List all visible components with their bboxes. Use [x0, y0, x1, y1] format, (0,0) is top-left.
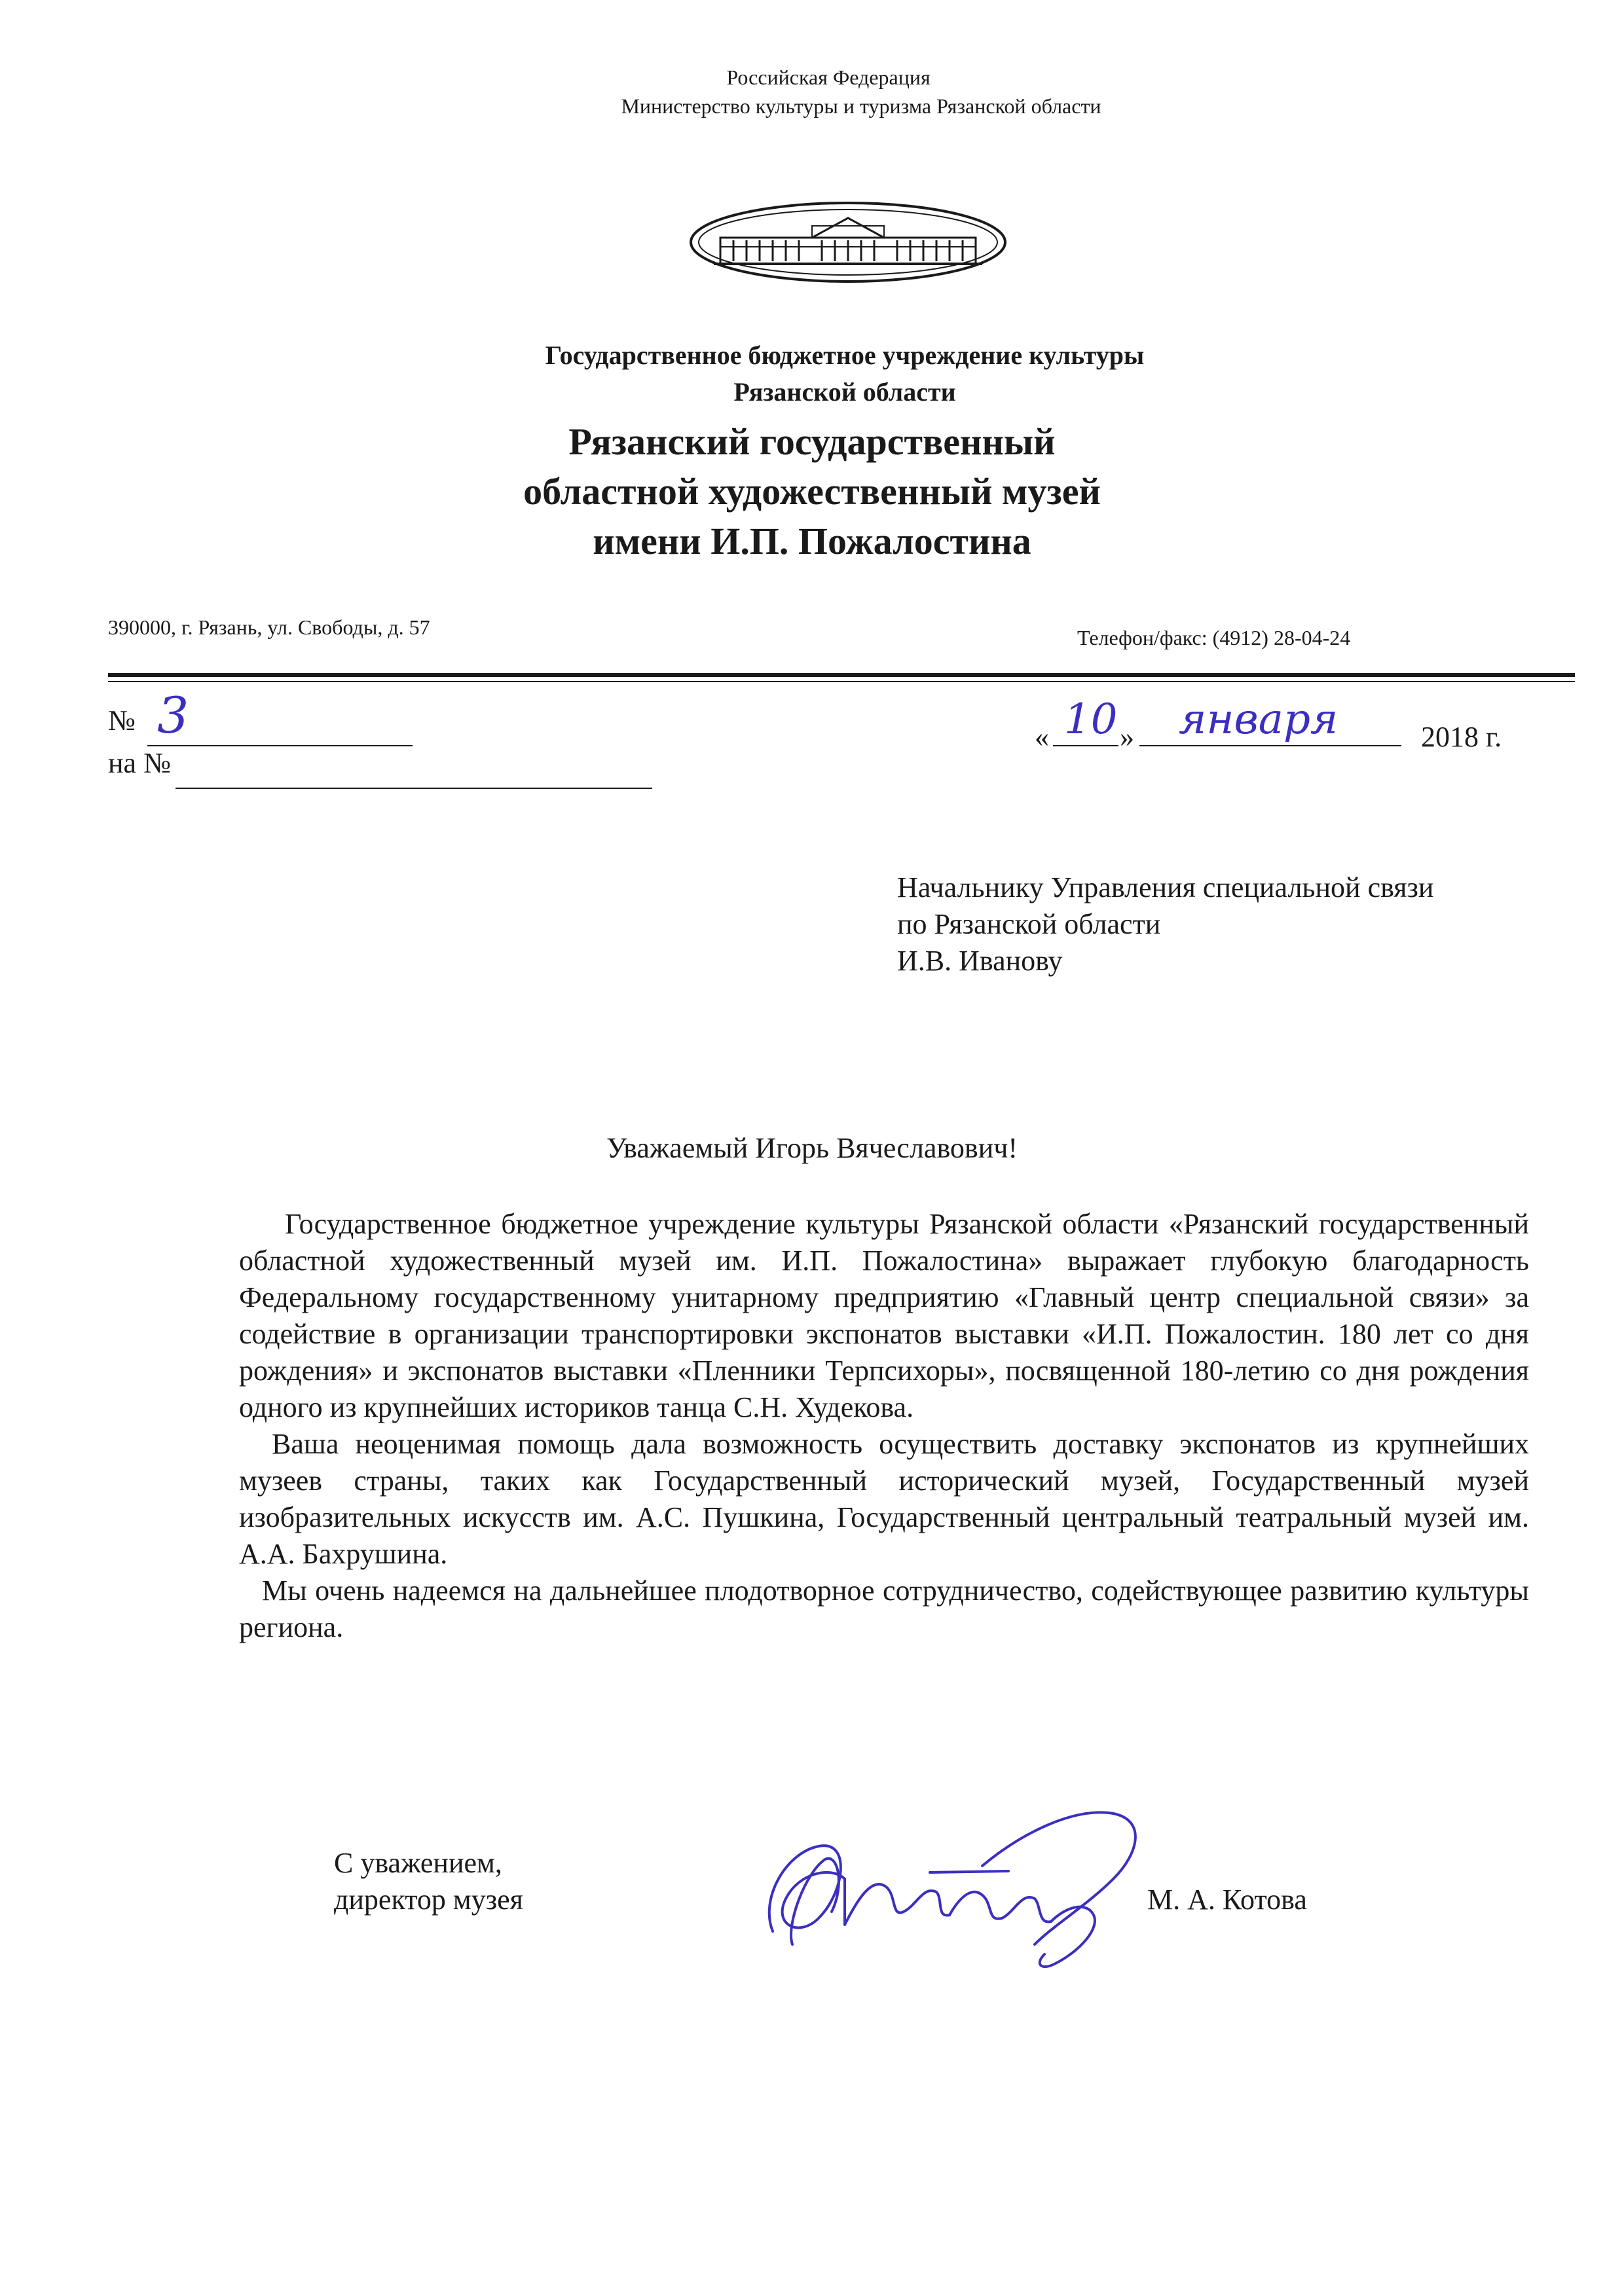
- country-header: [0, 63, 1624, 120]
- reg-number-handwritten: 3: [157, 686, 189, 744]
- date-quote-open: «: [1035, 721, 1049, 753]
- org-region: Рязанской области: [733, 377, 956, 407]
- handwritten-signature-icon: [747, 1794, 1153, 1984]
- recipient-block: [897, 869, 1433, 979]
- body-paragraph-2: Ваша неоценимая помощь дала возможность осуществить доставку экспонатов из крупнейших музеев страны, таких как Государственный исторический музей, Государственный музей изобразительных искусств им. А.С. Пушкина, Государственный центральный театральный музей им. А.А. Бахрушина.: [239, 1428, 1529, 1570]
- closing-block: [334, 1845, 523, 1918]
- recipient-position: Начальнику Управления специальной связи: [897, 871, 1434, 903]
- header-rule-thick: [108, 673, 1575, 677]
- org-type: Государственное бюджетное учреждение культуры: [545, 340, 1145, 370]
- signatory-name: М. А. Котова: [1147, 1884, 1307, 1916]
- closing-position: директор музея: [334, 1884, 523, 1916]
- museum-emblem-icon: [688, 200, 1008, 285]
- date-month-handwritten: января: [1179, 695, 1338, 744]
- org-name-line3: имени И.П. Пожалостина: [593, 520, 1031, 562]
- body-paragraph-3: Мы очень надеемся на дальнейшее плодотворное сотрудничество, содействующее развитию культуры региона.: [239, 1575, 1529, 1643]
- org-phone: Телефон/факс: (4912) 28-04-24: [1077, 626, 1351, 649]
- ministry-name: Министерство культуры и туризма Рязанской области: [621, 94, 1101, 118]
- header-rule-thin: [108, 681, 1575, 682]
- country-name: Российская Федерация: [726, 65, 931, 89]
- org-name-line2: областной художественный музей: [523, 470, 1101, 513]
- reg-number-label: №: [108, 704, 136, 737]
- greeting: Уважаемый Игорь Вячеславович!: [606, 1132, 1018, 1164]
- org-name-line1: Рязанский государственный: [568, 420, 1056, 463]
- letter-body: [239, 1206, 1529, 1646]
- closing-regards: С уважением,: [334, 1847, 502, 1879]
- date-day-handwritten: 10: [1064, 695, 1118, 744]
- date-year: 2018 г.: [1421, 721, 1502, 753]
- recipient-region: по Рязанской области: [897, 908, 1161, 940]
- org-address: 390000, г. Рязань, ул. Свободы, д. 57: [108, 615, 430, 639]
- reg-ref-line: [175, 748, 652, 789]
- body-paragraph-1: Государственное бюджетное учреждение культуры Рязанской области «Рязанский государственный областной художественный музей им. И.П. Пожалостина» выражает глубокую благодарность Федеральному государственному унитарному предприятию «Главный центр специальной связи» за содействие в организации транспортировки экспонатов выставки «И.П. Пожалостин. 180 лет со дня рождения» и экспонатов выставки «Пленники Терпсихоры», посвященной 180-летию со дня рождения одного из крупнейших историков танца С.Н. Худекова.: [239, 1208, 1529, 1423]
- organization-block: [0, 337, 1624, 566]
- recipient-name: И.В. Иванову: [897, 945, 1063, 977]
- reg-ref-label: на №: [108, 747, 172, 779]
- date-quote-close: »: [1120, 721, 1134, 753]
